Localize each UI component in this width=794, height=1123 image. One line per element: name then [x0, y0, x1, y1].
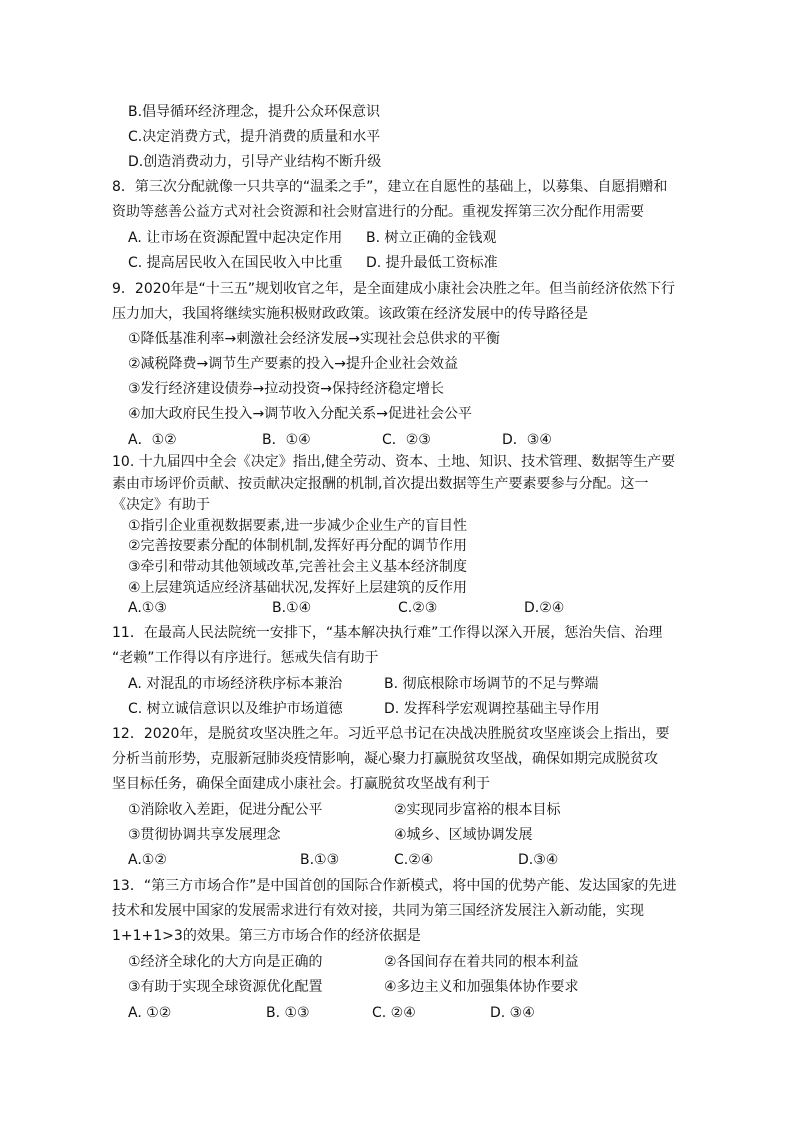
- q9-option-b: B．①④: [262, 432, 311, 448]
- q13-option-b: B. ①③: [266, 1005, 310, 1021]
- q12-item-1: ①消除收入差距，促进分配公平: [128, 802, 323, 818]
- q13-item-1: ①经济全球化的大方向是正确的: [128, 954, 323, 970]
- q9-item-3: ③发行经济建设债券→拉动投资→保持经济稳定增长: [128, 381, 445, 397]
- q12-stem-line2: 分析当前形势，克服新冠肺炎疫情影响，凝心聚力打赢脱贫攻坚战，确保如期完成脱贫攻: [112, 751, 658, 767]
- q9-stem-line1: 9．2020年是“十三五”规划收官之年，是全面建成小康社会决胜之年。但当前经济依然下行: [112, 281, 676, 297]
- q11-option-b: B. 彻底根除市场调节的不足与弊端: [384, 676, 599, 692]
- q11-stem-line2: “老赖”工作得以有序进行。惩戒失信有助于: [112, 650, 379, 666]
- q10-option-b: B.①④: [272, 600, 312, 616]
- q13-item-3: ③有助于实现全球资源优化配置: [128, 979, 323, 995]
- q9-option-d: D．③④: [502, 432, 552, 448]
- q10-stem-line3: 《决定》有助于: [112, 497, 210, 513]
- q13-option-a: A. ①②: [128, 1005, 172, 1021]
- q10-stem-line1: 10. 十九届四中全会《决定》指出,健全劳动、资本、土地、知识、技术管理、数据等生产要: [112, 454, 676, 470]
- q10-item-1: ①指引企业重视数据要素,进一步减少企业生产的盲目性: [128, 518, 467, 534]
- q12-item-4: ④城乡、区域协调发展: [394, 827, 533, 843]
- q10-stem-line2: 素由市场评价贡献、按贡献决定报酬的机制,首次提出数据等生产要素要参与分配。这一: [112, 476, 649, 492]
- q10-item-2: ②完善按要素分配的体制机制,发挥好再分配的调节作用: [128, 538, 467, 554]
- q13-option-c: C. ②④: [372, 1005, 416, 1021]
- q9-item-4: ④加大政府民生投入→调节收入分配关系→促进社会公平: [128, 406, 473, 422]
- q8-stem-line2: 资助等慈善公益方式对社会资源和社会财富进行的分配。重视发挥第三次分配作用需要: [112, 204, 644, 220]
- q12-option-a: A.①②: [128, 852, 167, 868]
- q13-option-d: D. ③④: [490, 1005, 535, 1021]
- q8-option-c: C. 提高居民收入在国民收入中比重: [128, 255, 343, 271]
- q10-item-4: ④上层建筑适应经济基础状况,发挥好上层建筑的反作用: [128, 580, 467, 596]
- q10-option-a: A.①③: [128, 600, 167, 616]
- q13-item-4: ④多边主义和加强集体协作要求: [384, 979, 579, 995]
- q9-item-1: ①降低基准利率→刺激社会经济发展→实现社会总供求的平衡: [128, 331, 501, 347]
- q10-option-c: C.②③: [398, 600, 438, 616]
- q13-stem-line1: 13．“第三方市场合作”是中国首创的国际合作新模式，将中国的优势产能、发达国家的先进: [112, 878, 677, 894]
- q11-option-d: D. 发挥科学宏观调控基础主导作用: [384, 701, 600, 717]
- q8-option-d: D. 提升最低工资标准: [366, 255, 498, 271]
- q7-option-d: D.创造消费动力，引导产业结构不断升级: [128, 154, 382, 170]
- q10-option-d: D.②④: [524, 600, 565, 616]
- q13-stem-line2: 技术和发展中国家的发展需求进行有效对接，共同为第三国经济发展注入新动能，实现: [112, 903, 644, 919]
- q8-stem-line1: 8．第三次分配就像一只共享的“温柔之手”，建立在自愿性的基础上，以募集、自愿捐赠和: [112, 179, 668, 195]
- q8-option-a: A. 让市场在资源配置中起决定作用: [128, 230, 343, 246]
- q12-item-2: ②实现同步富裕的根本目标: [394, 802, 561, 818]
- q12-stem-line3: 坚目标任务，确保全面建成小康社会。打赢脱贫攻坚战有利于: [112, 776, 490, 792]
- q7-option-c: C.决定消费方式，提升消费的质量和水平: [128, 129, 381, 145]
- q12-stem-line1: 12．2020年，是脱贫攻坚决胜之年。习近平总书记在决战决胜脱贫攻坚座谈会上指出，要: [112, 726, 670, 742]
- q10-item-3: ③牵引和带动其他领域改革,完善社会主义基本经济制度: [128, 559, 467, 575]
- q11-option-c: C. 树立诚信意识以及维护市场道德: [128, 701, 343, 717]
- q11-option-a: A. 对混乱的市场经济秩序标本兼治: [128, 676, 343, 692]
- q12-option-b: B.①③: [300, 852, 340, 868]
- q8-option-b: B. 树立正确的金钱观: [366, 230, 497, 246]
- q11-stem-line1: 11．在最高人民法院统一安排下，“基本解决执行难”工作得以深入开展，惩治失信、治理: [112, 625, 663, 641]
- q9-item-2: ②减税降费→调节生产要素的投入→提升企业社会效益: [128, 356, 459, 372]
- q12-option-c: C.②④: [394, 852, 434, 868]
- q13-item-2: ②各国间存在着共同的根本利益: [384, 954, 579, 970]
- q13-stem-line3: 1+1+1>3的效果。第三方市场合作的经济依据是: [112, 928, 421, 944]
- q9-option-a: A．①②: [128, 432, 177, 448]
- q12-item-3: ③贯彻协调共享发展理念: [128, 827, 281, 843]
- q12-option-d: D.③④: [518, 852, 559, 868]
- q7-option-b: B.倡导循环经济理念，提升公众环保意识: [128, 104, 381, 120]
- q9-option-c: C．②③: [382, 432, 431, 448]
- q9-stem-line2: 压力加大，我国将继续实施积极财政政策。该政策在经济发展中的传导路径是: [112, 306, 588, 322]
